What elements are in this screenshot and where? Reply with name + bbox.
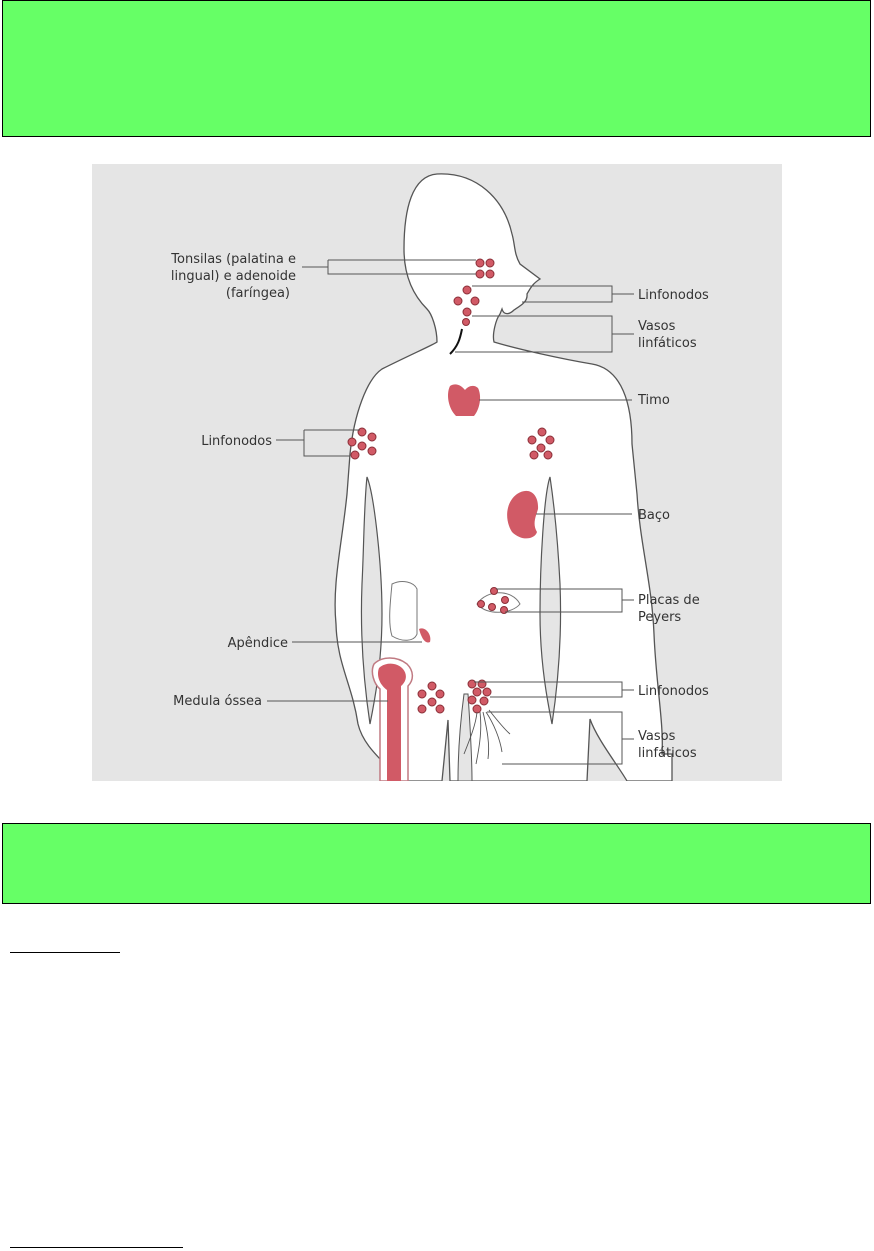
label-tonsils-line2: lingual) e adenoide	[170, 269, 296, 284]
label-thymus: Timo	[638, 393, 670, 408]
label-neck-vessels-line1: Vasos	[638, 319, 676, 334]
middle-green-box	[2, 823, 871, 904]
label-peyers-line2: Peyers	[638, 610, 682, 625]
blank-rule-1	[10, 952, 120, 953]
top-green-box	[2, 0, 871, 137]
label-neck-nodes: Linfonodos	[638, 288, 709, 303]
blank-rule-2	[10, 1247, 183, 1248]
lymphatic-system-diagram	[92, 164, 782, 781]
label-groin-vessels-line2: linfáticos	[638, 746, 697, 761]
label-tonsils-line1: Tonsilas (palatina e	[171, 252, 296, 267]
colon-outline	[390, 582, 417, 641]
label-groin-vessels-line1: Vasos	[638, 729, 676, 744]
thymus-organ	[448, 384, 480, 416]
label-peyers-line1: Placas de	[638, 593, 700, 608]
lymphatic-system-figure	[92, 164, 782, 781]
label-bone-marrow: Medula óssea	[173, 694, 262, 709]
label-axillary-nodes: Linfonodos	[201, 434, 272, 449]
label-appendix: Apêndice	[227, 636, 288, 651]
label-neck-vessels-line2: linfáticos	[638, 336, 697, 351]
label-tonsils-line3: (faríngea)	[225, 286, 290, 301]
label-groin-nodes: Linfonodos	[638, 684, 709, 699]
label-spleen: Baço	[638, 508, 670, 523]
